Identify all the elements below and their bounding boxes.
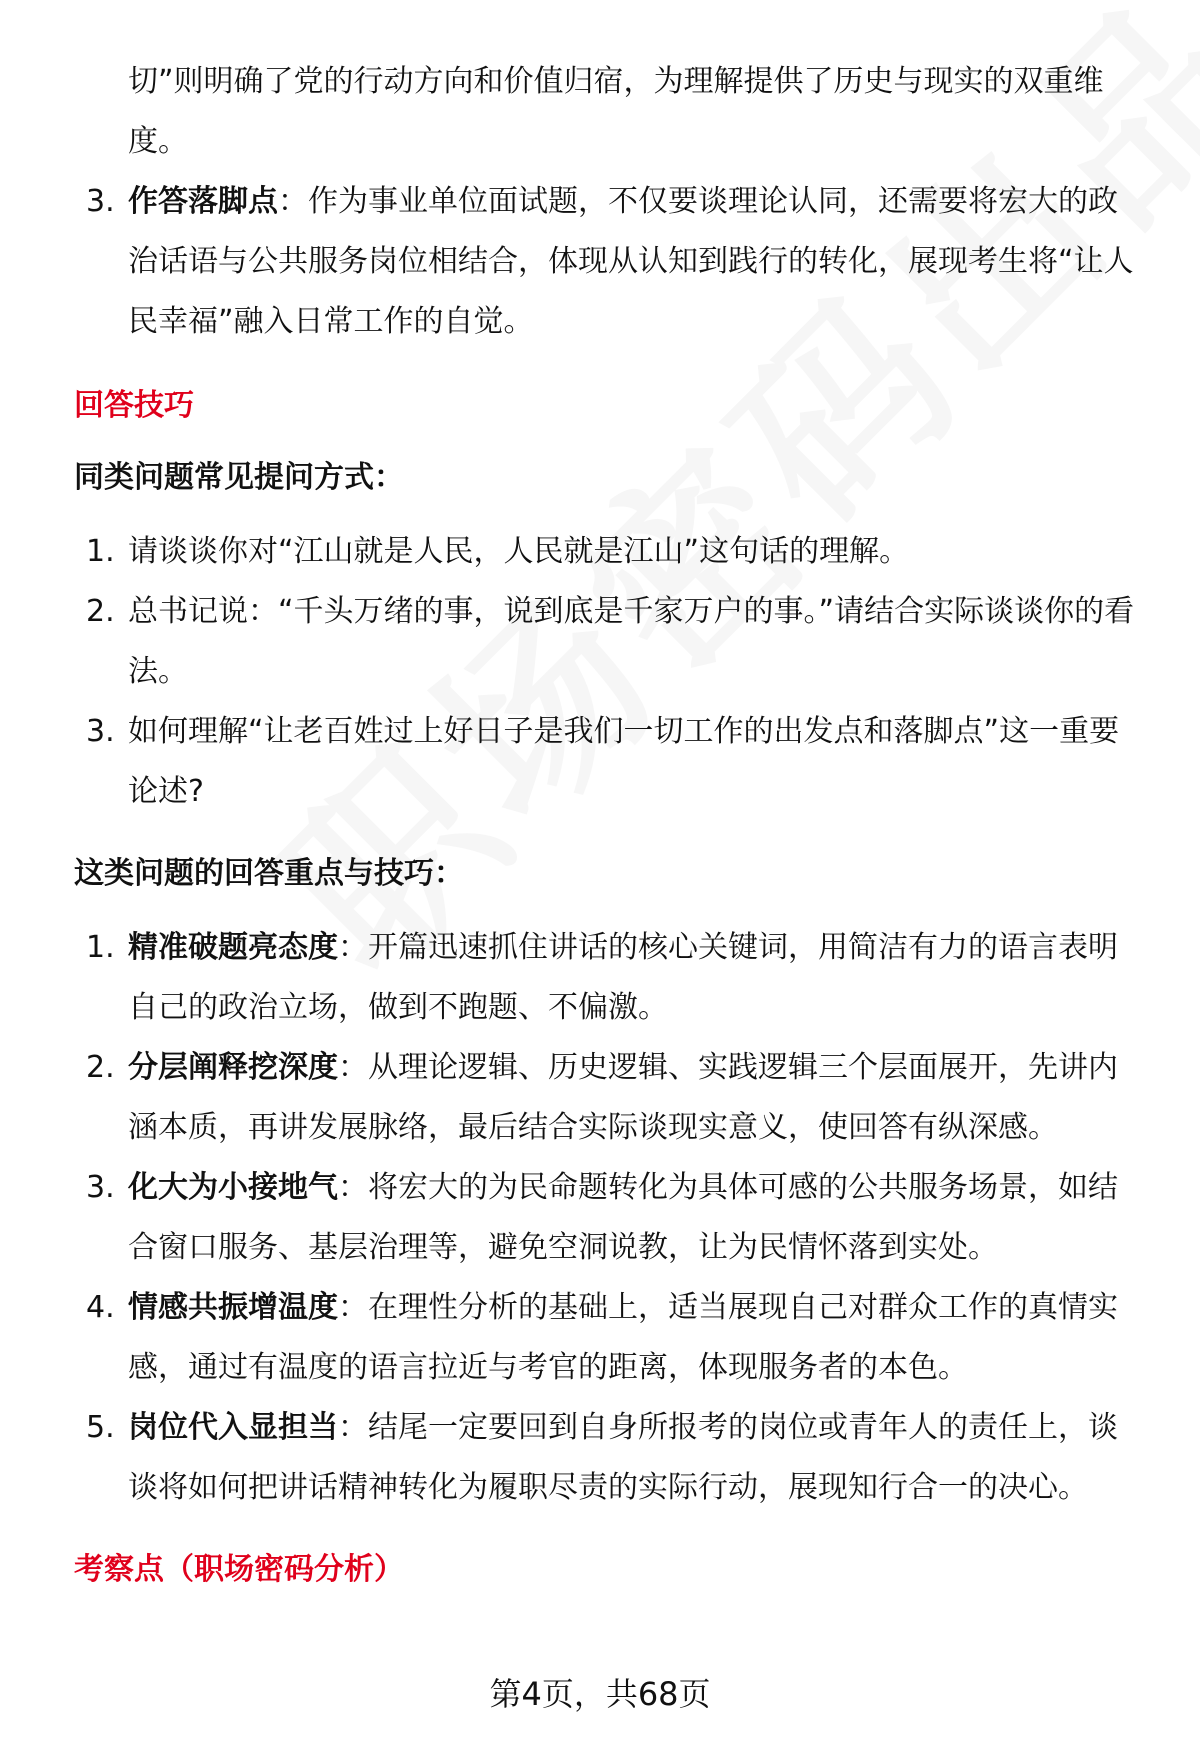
item-term: 精准破题亮态度 [128, 930, 338, 965]
list-number: 1. [86, 534, 115, 569]
list-item [74, 1278, 1142, 1398]
item-text: ：开篇迅速抓住讲话的核心关键词，用简洁有力的语言表明自己的政治立场，做到不跑题、不偏激。 [128, 930, 1118, 1025]
list-item [74, 918, 1142, 1038]
list-number: 3. [86, 184, 115, 219]
common-questions-heading: 同类问题常见提问方式： [74, 460, 404, 495]
item-text: 请谈谈你对“江山就是人民，人民就是江山”这句话的理解。 [128, 534, 910, 569]
list-item [74, 522, 1142, 582]
page-number: 第4页，共68页 [489, 1675, 711, 1713]
section-heading-tips: 回答技巧 [74, 388, 194, 423]
list-number: 4. [86, 1290, 115, 1325]
item-text: ：从理论逻辑、历史逻辑、实践逻辑三个层面展开，先讲内涵本质，再讲发展脉络，最后结合实际谈现实意义，使回答有纵深感。 [128, 1050, 1118, 1145]
list-item [74, 702, 1142, 822]
list-number: 2. [86, 594, 115, 629]
item-text: 如何理解“让老百姓过上好日子是我们一切工作的出发点和落脚点”这一重要论述? [128, 714, 1120, 809]
section-heading-exam: 考察点（职场密码分析） [74, 1552, 404, 1587]
list-item [74, 172, 1142, 352]
list-number: 2. [86, 1050, 115, 1085]
continued-paragraph: 切”则明确了党的行动方向和价值归宿，为理解提供了历史与现实的双重维度。 [128, 64, 1104, 159]
item-term: 情感共振增温度 [128, 1290, 338, 1325]
list-number: 5. [86, 1410, 115, 1445]
key-points-heading: 这类问题的回答重点与技巧： [74, 856, 464, 891]
item-term: 岗位代入显担当 [128, 1410, 338, 1445]
item-text: ：作为事业单位面试题，不仅要谈理论认同，还需要将宏大的政治话语与公共服务岗位相结合，体现从认知到践行的转化，展现考生将“让人民幸福”融入日常工作的自觉。 [128, 184, 1134, 339]
item-text: 总书记说：“千头万绪的事，说到底是千家万户的事。”请结合实际谈谈你的看法。 [128, 594, 1135, 689]
list-item [74, 1398, 1142, 1518]
key-points-list [74, 918, 1142, 1518]
item-term: 化大为小接地气 [128, 1170, 338, 1205]
list-item [74, 1038, 1142, 1158]
item-text: ：在理性分析的基础上，适当展现自己对群众工作的真情实感，通过有温度的语言拉近与考官的距离，体现服务者的本色。 [128, 1290, 1118, 1385]
item-term: 分层阐释挖深度 [128, 1050, 338, 1085]
item-text: ：将宏大的为民命题转化为具体可感的公共服务场景，如结合窗口服务、基层治理等，避免空洞说教，让为民情怀落到实处。 [128, 1170, 1118, 1265]
item-text: ：结尾一定要回到自身所报考的岗位或青年人的责任上，谈谈将如何把讲话精神转化为履职尽责的实际行动，展现知行合一的决心。 [128, 1410, 1118, 1505]
analysis-list [74, 172, 1142, 352]
list-item [74, 1158, 1142, 1278]
list-number: 3. [86, 714, 115, 749]
list-number: 1. [86, 930, 115, 965]
common-questions-list [74, 522, 1142, 822]
list-item [74, 582, 1142, 702]
item-term: 作答落脚点 [128, 184, 278, 219]
page-content [74, 52, 1142, 1590]
list-number: 3. [86, 1170, 115, 1205]
